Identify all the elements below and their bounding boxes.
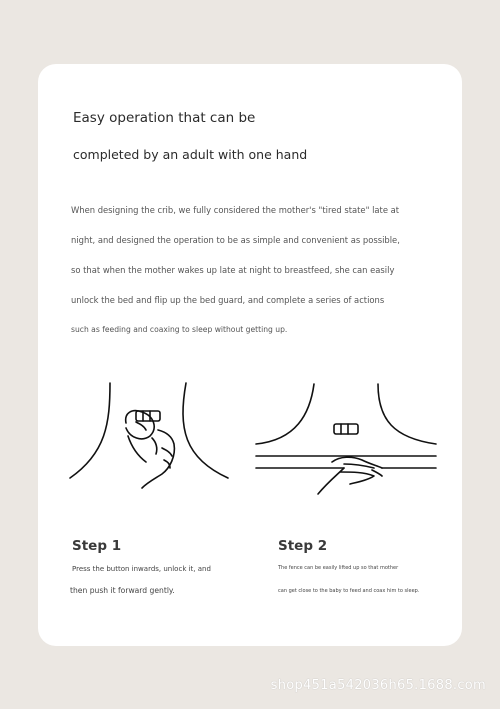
- heading-line-1: Easy operation that can be: [73, 110, 256, 126]
- body-line: so that when the mother wakes up late at night to breastfeed, she can easily: [71, 265, 395, 275]
- heading-line-2: completed by an adult with one hand: [73, 147, 308, 162]
- step-2-illustration: [254, 380, 438, 500]
- step-1-illustration: [66, 378, 236, 498]
- step-2-desc-line-2: can get close to the baby to feed and coax him to sleep.: [278, 588, 420, 594]
- body-line: such as feeding and coaxing to sleep without getting up.: [71, 325, 288, 334]
- step-1-desc-line-2: then push it forward gently.: [70, 586, 175, 595]
- step-2-title: Step 2: [278, 538, 328, 554]
- body-line: unlock the bed and flip up the bed guard, and complete a series of actions: [71, 295, 385, 305]
- body-line: When designing the crib, we fully considered the mother's "tired state" late at: [71, 205, 400, 215]
- watermark-text: shop451a542036h65.1688.com: [270, 678, 486, 693]
- body-line: night, and designed the operation to be as simple and convenient as possible,: [71, 235, 400, 245]
- step-1-desc-line-1: Press the button inwards, unlock it, and: [72, 565, 211, 573]
- step-2-desc-line-1: The fence can be easily lifted up so that mother: [278, 565, 399, 571]
- step-1-title: Step 1: [72, 538, 122, 554]
